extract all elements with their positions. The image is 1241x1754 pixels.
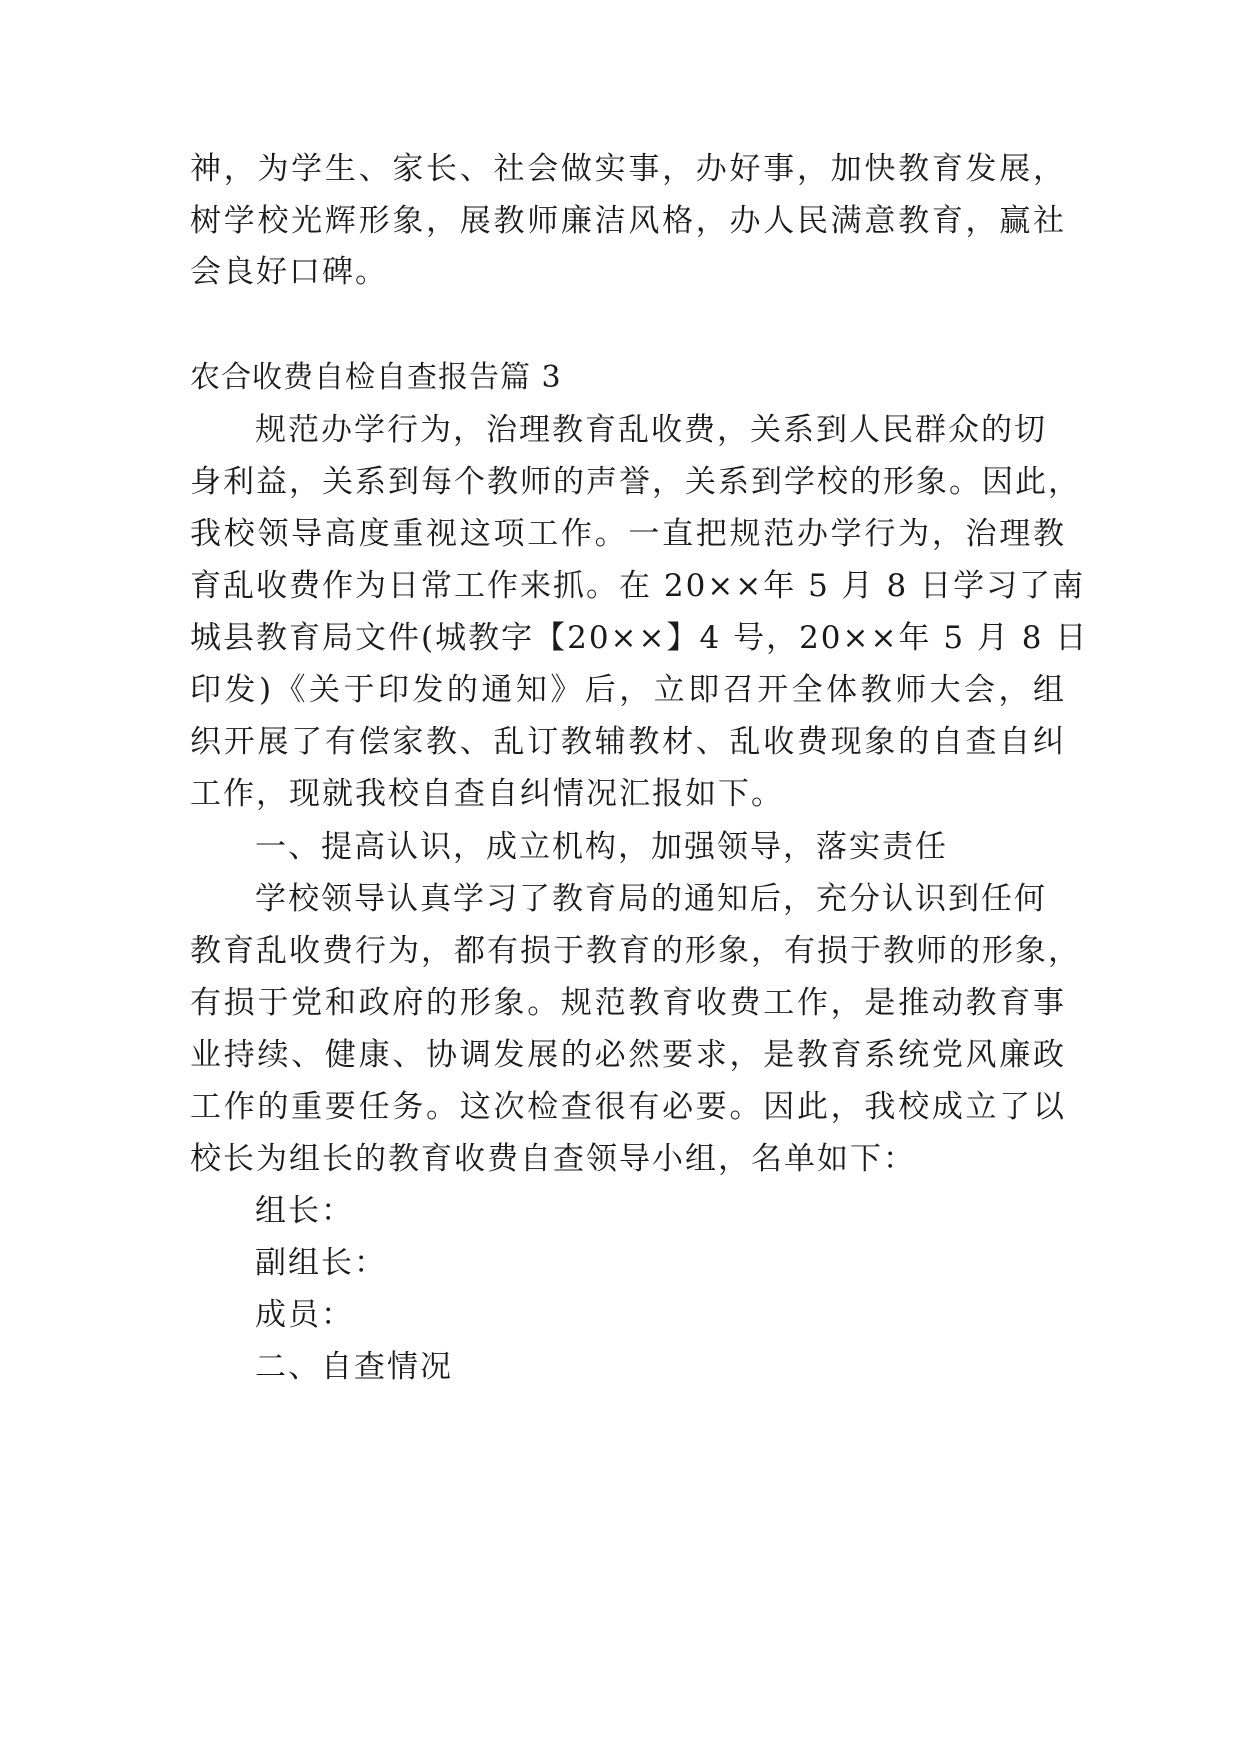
section-title: 农合收费自检自查报告篇 3 xyxy=(190,360,562,395)
paragraph1-line-2: 身利益，关系到每个教师的声誉，关系到学校的形象。因此， xyxy=(190,464,1081,500)
paragraph1-line-7: 织开展了有偿家教、乱订教辅教材、乱收费现象的自查自纠 xyxy=(190,724,1066,760)
intro-line-3: 会良好口碑。 xyxy=(190,254,388,290)
paragraph2-line-4: 业持续、健康、协调发展的必然要求，是教育系统党风廉政 xyxy=(190,1037,1066,1073)
paragraph2-line-6: 校长为组长的教育收费自查领导小组，名单如下： xyxy=(190,1141,916,1177)
paragraph1-line-6: 印发)《关于印发的通知》后，立即召开全体教师大会，组 xyxy=(190,672,1066,708)
paragraph1-line-8: 工作，现就我校自查自纠情况汇报如下。 xyxy=(190,776,784,812)
deputy-leader-label: 副组长： xyxy=(255,1245,387,1281)
paragraph1-line-1: 规范办学行为，治理教育乱收费，关系到人民群众的切 xyxy=(255,412,1047,448)
leader-label: 组长： xyxy=(255,1193,354,1229)
heading-1: 一、提高认识，成立机构，加强领导，落实责任 xyxy=(255,829,948,865)
paragraph2-line-3: 有损于党和政府的形象。规范教育收费工作，是推动教育事 xyxy=(190,985,1066,1021)
paragraph2-line-5: 工作的重要任务。这次检查很有必要。因此，我校成立了以 xyxy=(190,1089,1066,1125)
intro-line-1: 神，为学生、家长、社会做实事，办好事，加快教育发展， xyxy=(190,151,1066,187)
paragraph1-line-3: 我校领导高度重视这项工作。一直把规范办学行为，治理教 xyxy=(190,516,1066,552)
heading-2: 二、自查情况 xyxy=(255,1349,453,1385)
intro-line-2: 树学校光辉形象，展教师廉洁风格，办人民满意教育，赢社 xyxy=(190,203,1066,239)
paragraph1-line-4: 育乱收费作为日常工作来抓。在 20××年 5 月 8 日学习了南 xyxy=(190,568,1086,604)
paragraph1-line-5: 城县教育局文件(城教字【20××】4 号，20××年 5 月 8 日 xyxy=(190,620,1089,656)
paragraph2-line-1: 学校领导认真学习了教育局的通知后，充分认识到任何 xyxy=(255,881,1047,917)
paragraph2-line-2: 教育乱收费行为，都有损于教育的形象，有损于教师的形象， xyxy=(190,933,1081,969)
member-label: 成员： xyxy=(255,1297,354,1333)
